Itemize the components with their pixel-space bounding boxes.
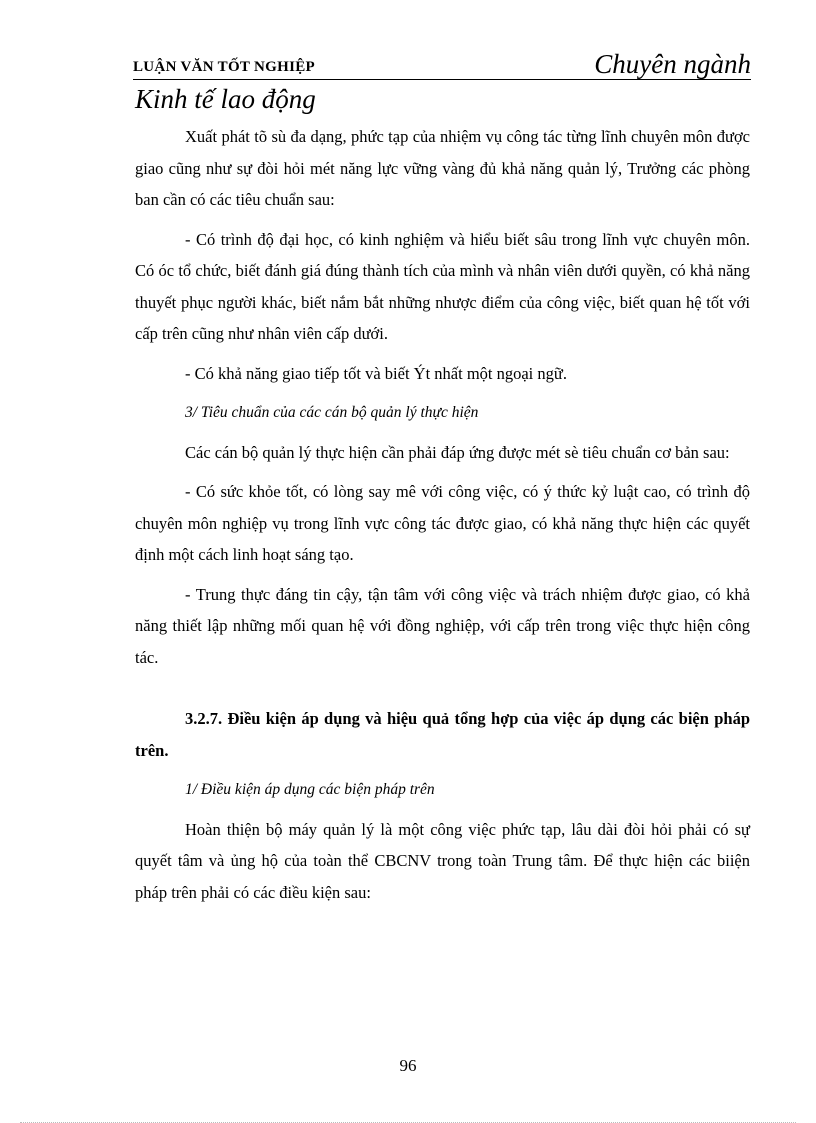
paragraph-conditions: Hoàn thiện bộ máy quản lý là một công việc phức tạp, lâu dài đòi hỏi phải có sự quyết tâm và ủng hộ của toàn thể CBCNV trong toàn Trung tâm. Để thực hiện các biiện pháp trên phải có các điều kiện sau: bbox=[135, 819, 750, 902]
document-body bbox=[135, 121, 750, 916]
page-header bbox=[133, 49, 751, 80]
paragraph-intro: Xuất phát tõ sù đa dạng, phức tạp của nhiệm vụ công tác từng lĩnh chuyên môn được giao cũng như sự đòi hỏi mét năng lực vững vàng đủ khả năng quản lý, Trưởng các phòng ban cần có các tiêu chuẩn sau: bbox=[135, 127, 750, 209]
paragraph-bullet-honesty: - Trung thực đáng tin cậy, tận tâm với công việc và trách nhiệm được giao, có khả năng thiết lập những mối quan hệ với đồng nghiệp, với cấp trên trong việc thực hiện công tác. bbox=[135, 584, 750, 667]
paragraph-bullet-language: - Có khả năng giao tiếp tốt và biết Ýt nhất một ngoại ngữ. bbox=[185, 363, 567, 383]
paragraph-standards-intro: Các cán bộ quản lý thực hiện cần phải đáp ứng được mét sè tiêu chuẩn cơ bản sau: bbox=[185, 442, 730, 462]
paragraph-bullet-health: - Có sức khỏe tốt, có lòng say mê với công việc, có ý thức kỷ luật cao, có trình độ chuyên môn nghiệp vụ trong lĩnh vực công tác được giao, có khả năng thực hiện các quyết định một cách linh hoạt sáng tạo. bbox=[135, 482, 750, 564]
header-thesis-label: LUẬN VĂN TỐT NGHIỆP bbox=[133, 59, 315, 75]
page-number: 96 bbox=[399, 1056, 417, 1075]
section-heading-3-2-7: 3.2.7. Điều kiện áp dụng và hiệu quả tổng hợp của việc áp dụng các biện pháp trên. bbox=[135, 709, 750, 760]
subsection-title-standards: 3/ Tiêu chuẩn của các cán bộ quản lý thực hiện bbox=[185, 404, 479, 421]
header-major-label: Chuyên ngành bbox=[594, 49, 751, 79]
header-major-name: Kinh tế lao động bbox=[135, 84, 316, 114]
subsection-title-conditions: 1/ Điều kiện áp dụng các biện pháp trên bbox=[185, 781, 435, 798]
paragraph-bullet-qualification: - Có trình độ đại học, có kinh nghiệm và hiểu biết sâu trong lĩnh vực chuyên môn. Có óc tổ chức, biết đánh giá đúng thành tích của mình và nhân viên dưới quyền, có khả năng thuyết phục người khác, biết nắm bắt những nhược điểm của công việc, biết quan hệ tốt với cấp trên cũng như nhân viên cấp dưới. bbox=[135, 229, 750, 343]
